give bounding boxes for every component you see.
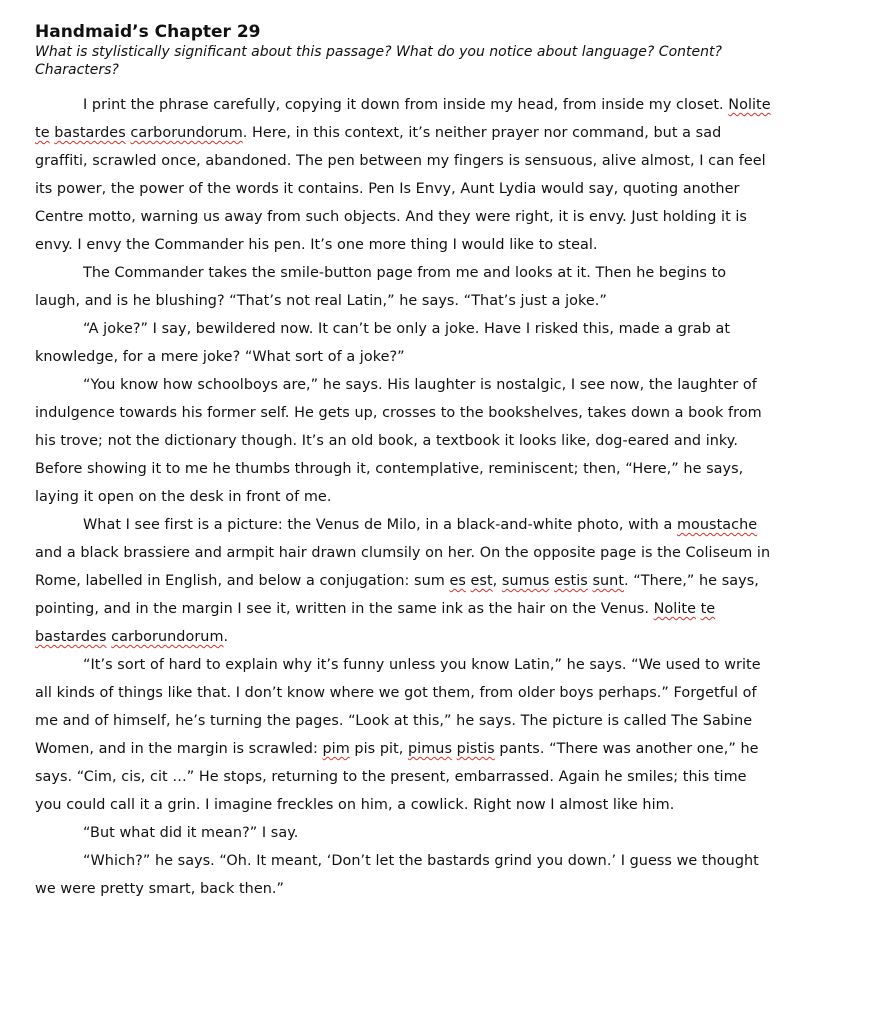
text-run: “You know how schoolboys are,” he says. His laughter is nostalgic, I see now, the laughter of indulgence towards his former self. He gets up, crosses to the bookshelves, takes down a book from his trove; not the dictionary though. It’s an old book, a textbook it looks like, dog-eared and inky. Before showing it to me he thumbs through it, contemplative, reminiscent; then, “Here,” he says, laying it open on the desk in front of me.: [35, 377, 762, 505]
text-run: “But what did it mean?” I say.: [83, 825, 299, 841]
spellcheck-flagged-word: bastardes: [35, 629, 107, 645]
document-title: Handmaid’s Chapter 29: [35, 22, 261, 42]
passage-paragraph: [35, 371, 775, 511]
spellcheck-flagged-word: pimus: [408, 741, 453, 757]
text-run: “Which?” he says. “Oh. It meant, ‘Don’t let the bastards grind you down.’ I guess we thought we were pretty smart, back then.”: [35, 853, 759, 897]
spellcheck-flagged-word: te: [35, 125, 50, 141]
text-run: “It’s sort of hard to explain why it’s funny unless you know Latin,” he says. “We used to write all kinds of things like that. I don’t know where we got them, from older boys perhaps.” Forgetful of me and of himself, he’s turning the pages. “Look at this,” he says. The picture is called The Sabine Women, and in the margin is scrawled:: [35, 657, 761, 757]
spellcheck-flagged-word: moustache: [676, 517, 758, 533]
spellcheck-flagged-word: carborundorum: [111, 629, 224, 645]
spellcheck-flagged-word: pim: [322, 741, 350, 757]
passage-paragraph: [35, 819, 775, 847]
text-run: The Commander takes the smile-button page from me and looks at it. Then he begins to laugh, and is he blushing? “That’s not real Latin,” he says. “That’s just a joke.”: [35, 265, 727, 309]
spellcheck-flagged-word: bastardes: [54, 125, 126, 141]
spellcheck-flagged-word: sumus: [501, 573, 550, 589]
discussion-question: What is stylistically significant about this passage? What do you notice about language? Content? Characters?: [35, 44, 722, 78]
passage-paragraph: [35, 91, 775, 259]
spellcheck-flagged-word: te: [700, 601, 716, 617]
text-run: . Here, in this context, it’s neither prayer nor command, but a sad graffiti, scrawled once, abandoned. The pen between my fingers is sensuous, alive almost, I can feel its power, the power of the words it contains. Pen Is Envy, Aunt Lydia would say, quoting another Centre motto, warning us away from such objects. And they were right, it is envy. Just holding it is envy. I envy the Commander his pen. It’s one more thing I would like to steal.: [35, 125, 766, 253]
spellcheck-flagged-word: es: [449, 573, 466, 589]
spellcheck-flagged-word: estis: [554, 573, 588, 589]
text-run: . “There,” he says, pointing, and in the margin I see it, written in the same ink as the hair on the Venus.: [35, 573, 759, 617]
text-run: and a black brassiere and armpit hair drawn clumsily on her. On the opposite page is the Coliseum in Rome, labelled in English, and below a conjugation: sum: [35, 545, 771, 589]
passage-body: [35, 91, 775, 903]
spellcheck-flagged-word: sunt: [592, 573, 625, 589]
spellcheck-flagged-word: Nolite: [653, 601, 696, 617]
spellcheck-flagged-word: carborundorum: [130, 125, 243, 141]
text-run: What I see first is a picture: the Venus de Milo, in a black-and-white photo, with a: [83, 517, 677, 533]
text-run: pis pit,: [349, 741, 408, 757]
passage-paragraph: [35, 847, 775, 903]
spellcheck-flagged-word: Nolite: [728, 97, 771, 113]
passage-paragraph: [35, 511, 775, 651]
text-run: I print the phrase carefully, copying it down from inside my head, from inside my closet.: [83, 97, 729, 113]
text-run: ,: [492, 573, 502, 589]
spellcheck-flagged-word: est: [470, 573, 493, 589]
text-run: pants. “There was another one,” he says. “Cim, cis, cit …” He stops, returning to the present, embarrassed. Again he smiles; this time you could call it a grin. I imagine freckles on him, a cowlick. Right now I almost like him.: [35, 741, 759, 813]
passage-paragraph: [35, 259, 775, 315]
document-page: [35, 22, 775, 903]
text-run: “A joke?” I say, bewildered now. It can’t be only a joke. Have I risked this, made a grab at knowledge, for a mere joke? “What sort of a joke?”: [35, 321, 731, 365]
passage-paragraph: [35, 651, 775, 819]
passage-paragraph: [35, 315, 775, 371]
spellcheck-flagged-word: pistis: [456, 741, 495, 757]
text-run: .: [223, 629, 229, 645]
